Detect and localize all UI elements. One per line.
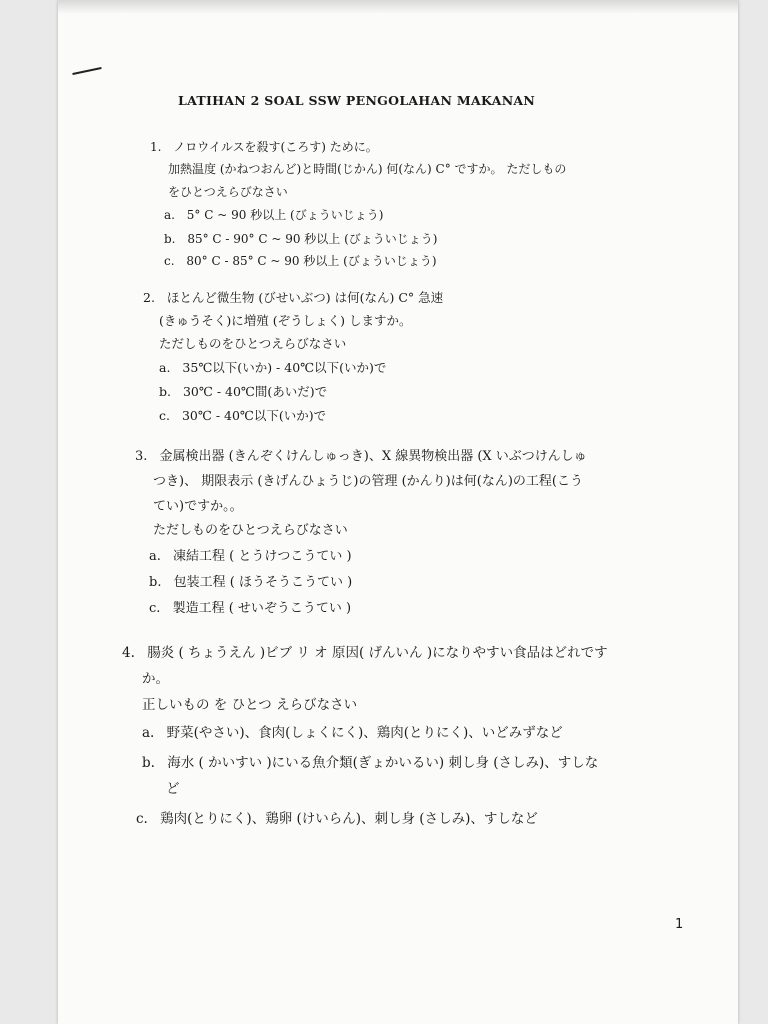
question-text: をひとつえらびなさい (168, 185, 288, 199)
question-text: ノロウイルスを殺す(ころす) ために。 (173, 140, 378, 154)
option-b (149, 571, 352, 590)
option-b-continuation: ど (166, 781, 180, 797)
option-c (149, 597, 351, 616)
option-letter: a. (164, 208, 175, 222)
option-a (159, 358, 386, 376)
option-letter: a. (159, 360, 171, 375)
option-letter: c. (136, 811, 148, 827)
option-text: 製造工程 ( せいぞうこうてい ) (172, 601, 352, 616)
option-c (164, 252, 437, 269)
option-text: 35℃以下(いか) - 40℃以下(いか)で (182, 360, 387, 375)
question-text: 正しいもの を ひとつ えらびなさい (142, 697, 358, 713)
option-b (164, 230, 438, 247)
option-text: 鶏肉(とりにく)、鶏卵 (けいらん)、刺し身 (さしみ)、すしなど (160, 811, 538, 827)
question-text: ほとんど微生物 (びせいぶつ) は何(なん) C° 急速 (166, 290, 444, 305)
question-number: 2. (143, 290, 155, 305)
option-text: 野菜(やさい)、食肉(しょくにく)、鶏肉(とりにく)、いどみずなど (166, 725, 563, 741)
question-number: 1. (150, 140, 162, 154)
document-title: LATIHAN 2 SOAL SSW PENGOLAHAN MAKANAN (178, 93, 536, 108)
question-text: か。 (142, 671, 169, 687)
page-top-shadow (58, 0, 738, 14)
option-text: 凍結工程 ( とうけつこうてい ) (173, 549, 352, 564)
question-text: ただしものをひとつえらびなさい (159, 336, 347, 351)
option-text: 80° C - 85° C ~ 90 秒以上 (びょういじょう) (186, 254, 437, 268)
question-text: てい)ですか。。 (153, 499, 243, 514)
question-text: 腸炎 ( ちょうえん )ビブ リ オ 原因( げんいん )になりやすい食品はどれです (147, 645, 608, 661)
option-letter: b. (159, 384, 171, 399)
option-c (136, 807, 538, 827)
option-c (159, 406, 326, 424)
page-number: 1 (675, 917, 684, 932)
option-a (149, 545, 352, 564)
option-letter: a. (149, 549, 161, 564)
option-letter: c. (159, 408, 170, 423)
option-text: 30℃ - 40℃間(あいだ)で (182, 384, 328, 399)
option-text: 5° C ~ 90 秒以上 (びょういじょう) (186, 208, 384, 222)
option-a (164, 206, 383, 223)
option-b (142, 751, 598, 771)
option-letter: c. (149, 601, 161, 616)
option-text: 海水 ( かいすい )にいる魚介類(ぎょかいるい) 刺し身 (さしみ)、すしな (167, 755, 599, 771)
option-b (159, 382, 327, 400)
option-letter: b. (142, 755, 155, 771)
question-text: (きゅうそく)に増殖 (ぞうしょく) しますか。 (159, 313, 412, 328)
question-text: つき)、 期限表示 (きげんひょうじ)の管理 (かんり)は何(なん)の工程(こう (153, 474, 583, 489)
question-text: 加熱温度 (かねつおんど)と時間(じかん) 何(なん) C° ですか。 ただしもの (168, 162, 567, 176)
option-text: 30℃ - 40℃以下(いか)で (181, 408, 327, 423)
question-text: ただしものをひとつえらびなさい (153, 523, 348, 538)
option-a (142, 721, 563, 741)
option-text: 包装工程 ( ほうそうこうてい ) (173, 575, 353, 590)
option-letter: a. (142, 725, 155, 741)
question-number: 3. (135, 449, 148, 464)
option-letter: c. (164, 254, 175, 268)
option-letter: b. (149, 575, 162, 590)
question-text: 金属検出器 (きんぞくけんしゅっき)、X 線異物検出器 (X いぶつけんしゅ (159, 449, 587, 464)
option-text: 85° C - 90° C ~ 90 秒以上 (びょういじょう) (187, 232, 438, 246)
question-number: 4. (122, 645, 135, 661)
option-letter: b. (164, 232, 176, 246)
